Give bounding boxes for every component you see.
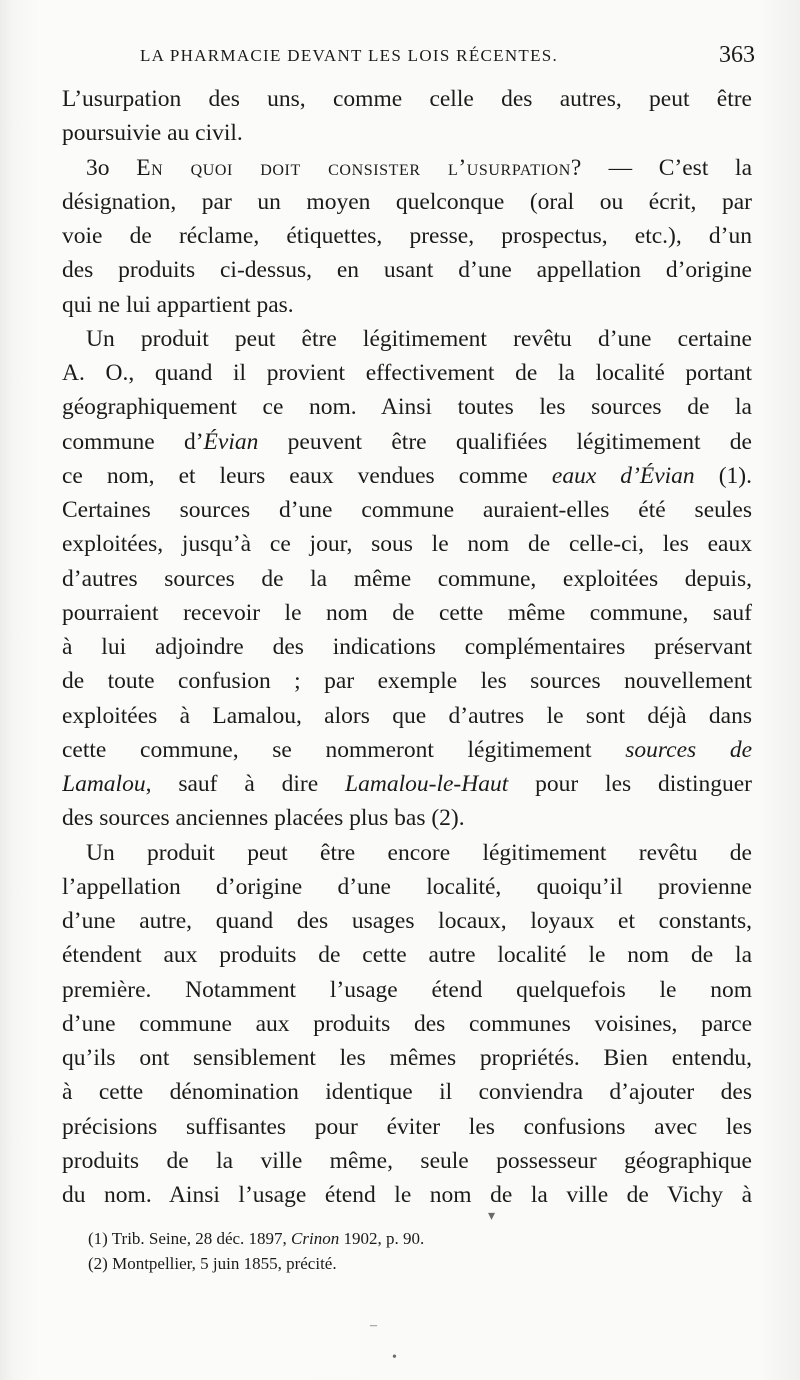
italic-span: Lamalou-le-Haut [345, 771, 509, 797]
text-line [62, 459, 752, 493]
italic-span: Évian [203, 428, 259, 455]
section-heading-line [62, 151, 752, 185]
text-line: pourraient recevoir le nom de cette même commune, sauf [62, 599, 752, 626]
italic-span: Lamalou [62, 771, 146, 797]
footnotes [88, 1226, 728, 1276]
text-line: qu’ils ont sensiblement les mêmes propriétés. Bien entendu, [62, 1045, 752, 1071]
text-span: commune d’ [62, 428, 204, 455]
text-span: (1). [694, 462, 752, 489]
text-line: première. Notamment l’usage étend quelquefois le nom [62, 976, 752, 1003]
text-line: d’une commune aux produits des communes voisines, parce [62, 1010, 752, 1037]
text-line: Certaines sources d’une commune auraient-elles été seules [62, 497, 752, 523]
footnote-text: 1902, p. 90. [339, 1229, 425, 1248]
italic-span: eaux d’Évian [551, 462, 695, 489]
text-line: exploitées à Lamalou, alors que d’autres le sont déjà dans [62, 702, 752, 729]
text-line: voie de réclame, étiquettes, presse, prospectus, etc.), d’un [62, 223, 752, 249]
text-line: Un produit peut être légitimement revêtu d’une certaine [86, 325, 752, 352]
text-line: précisions suffisantes pour éviter les confusions avec les [62, 1113, 752, 1140]
ink-speck: – [370, 1318, 377, 1333]
text-line: à lui adjoindre des indications complémentaires préservant [62, 634, 752, 660]
text-line: l’appellation d’origine d’une localité, quoiqu’il provienne [62, 873, 752, 900]
text-line [62, 767, 752, 801]
text-line: A. O., quand il provient effectivement de la localité portant [62, 360, 752, 386]
text-line: désignation, par un moyen quelconque (oral ou écrit, par [62, 188, 752, 215]
text-line: des produits ci-dessus, en usant d’une appellation d’origine [62, 257, 752, 284]
text-span: — C’est la [581, 154, 752, 181]
body-text [62, 82, 752, 1212]
text-span: , sauf à dire [145, 771, 346, 797]
text-line: d’autres sources de la même commune, exploitées depuis, [62, 565, 752, 592]
text-line: du nom. Ainsi l’usage étend le nom de la ville de Vichy à [62, 1182, 752, 1208]
text-line: produits de la ville même, seule possesseur géographique [62, 1147, 752, 1174]
text-line: L’usurpation des uns, comme celle des autres, peut être [62, 86, 752, 112]
ink-speck: • [392, 1350, 397, 1365]
text-line [62, 425, 752, 459]
page-number: 363 [719, 42, 755, 68]
running-head: LA PHARMACIE DEVANT LES LOIS RÉCENTES. [140, 46, 559, 65]
text-line: géographiquement ce nom. Ainsi toutes les sources de la [62, 394, 752, 421]
footnote: (2) Montpellier, 5 juin 1855, précité. [88, 1254, 337, 1273]
text-span: ce nom, et leurs eaux vendues comme [62, 462, 552, 489]
text-line: étendent aux produits de cette autre localité le nom de la [62, 942, 752, 969]
text-line: poursuivie au civil. [62, 120, 243, 147]
page-header [140, 40, 755, 80]
italic-span: sources de [625, 736, 752, 763]
footnote-italic: Crinon [291, 1229, 340, 1248]
text-line: exploitées, jusqu’à ce jour, sous le nom de celle-ci, les eaux [62, 531, 752, 558]
text-line: à cette dénomination identique il conviendra d’ajouter des [62, 1079, 752, 1106]
text-line: de toute confusion ; par exemple les sources nouvellement [62, 668, 752, 695]
text-span: pour les distinguer [508, 771, 752, 797]
ink-speck: ▾ [488, 1209, 496, 1224]
text-line: des sources anciennes placées plus bas (2). [62, 805, 465, 832]
text-span: peuvent être qualifiées légitimement de [258, 428, 752, 455]
text-line: d’une autre, quand des usages locaux, loyaux et constants, [62, 908, 752, 934]
text-line: Un produit peut être encore légitimement revêtu de [86, 839, 752, 866]
footnote-text: (1) Trib. Seine, 28 déc. 1897, [88, 1229, 292, 1248]
text-span: cette commune, se nommeront légitimement [62, 736, 626, 763]
footnote [88, 1226, 728, 1251]
section-heading: En quoi doit consister l’usurpation? [136, 154, 582, 181]
text-line: qui ne lui appartient pas. [62, 291, 294, 318]
text-line [62, 733, 752, 767]
section-number: 3o [86, 154, 110, 181]
